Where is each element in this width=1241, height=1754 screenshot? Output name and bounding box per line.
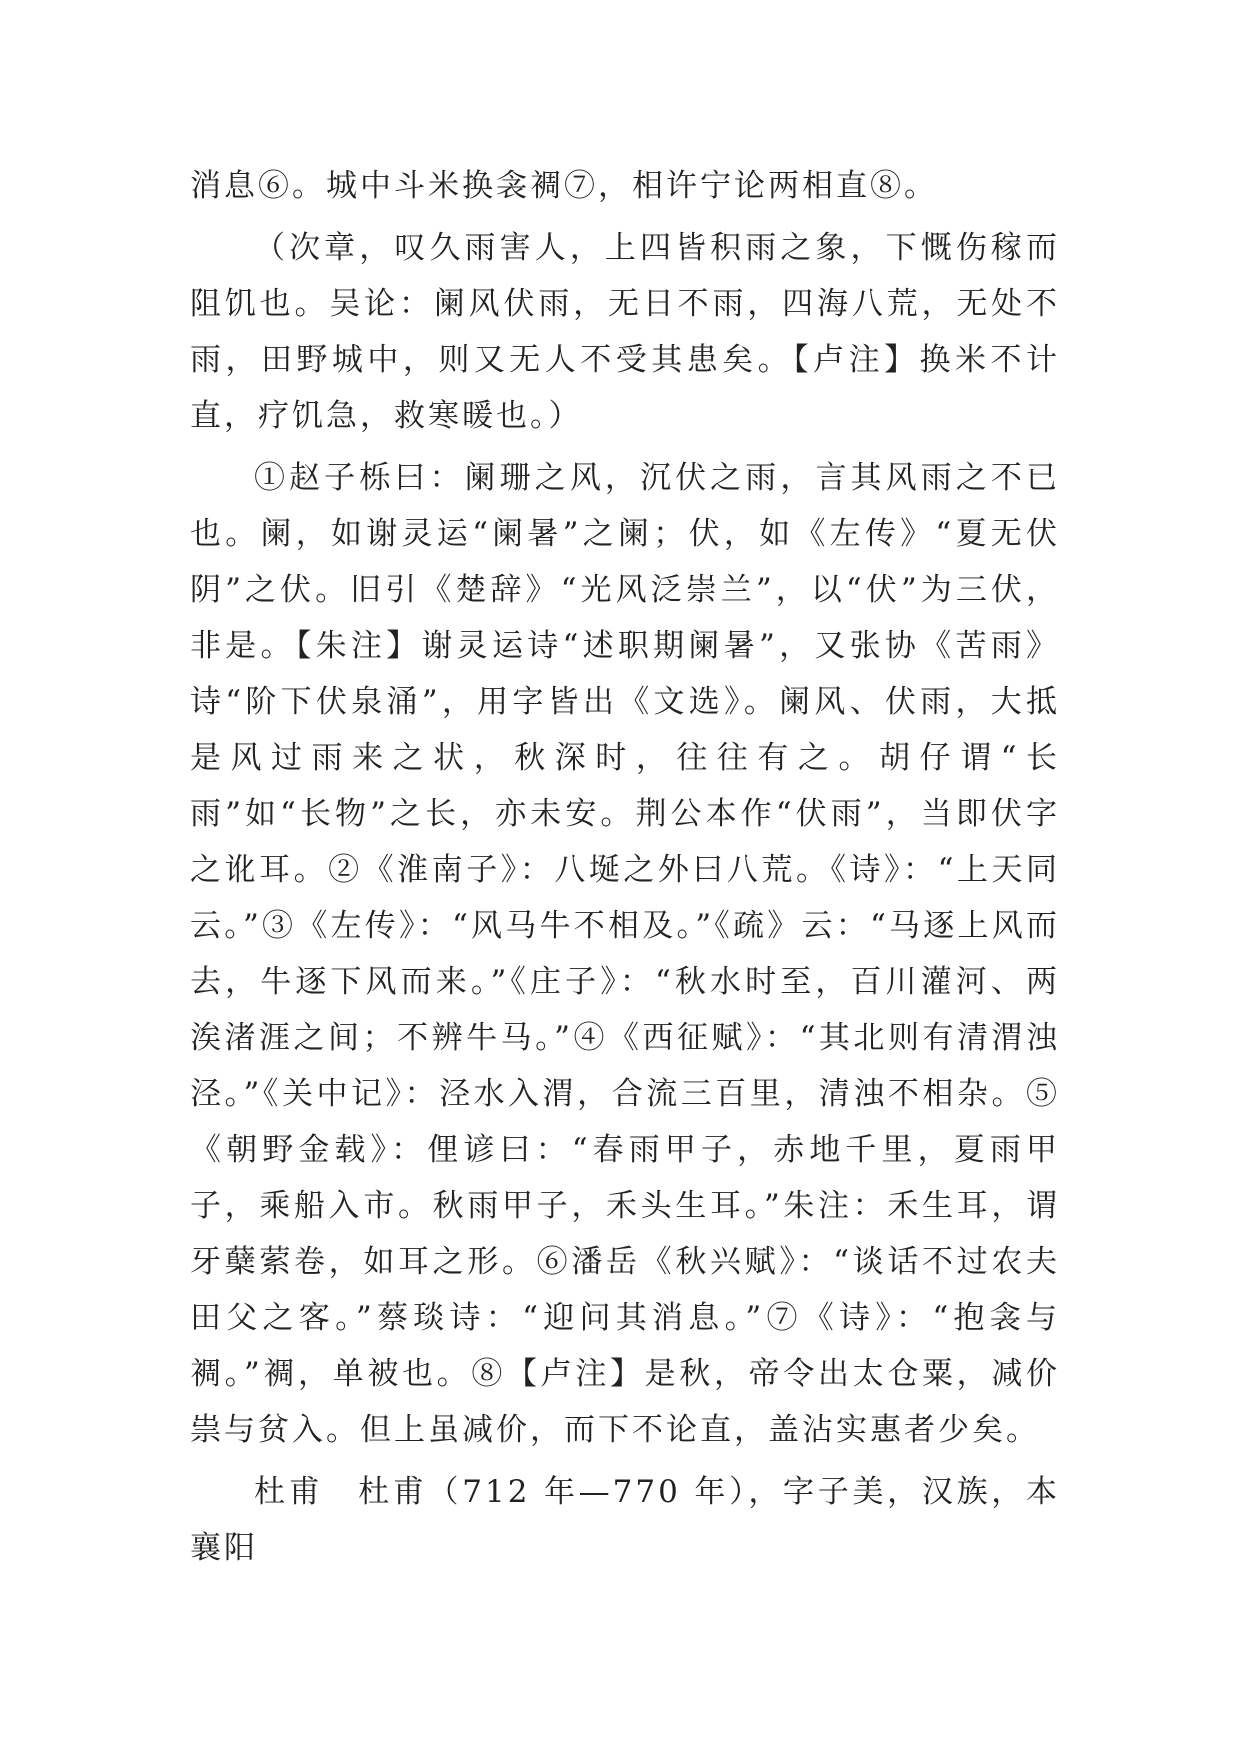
poem-line-paragraph: 消息⑥。城中斗米换衾裯⑦，相许宁论两相直⑧。 bbox=[190, 168, 938, 204]
body-text bbox=[190, 158, 1060, 1576]
annotations-paragraph: ①赵子栎曰：阑珊之风，沉伏之雨，言其风雨之不已也。阑，如谢灵运“阑暑”之阑；伏，如《左传》“夏无伏阴”之伏。旧引《楚辞》“光风泛崇兰”，以“伏”为三伏，非是。【朱注】谢灵运诗“述职期阑暑”，又张协《苦雨》诗“阶下伏泉涌”，用字皆出《文选》。阑风、伏雨，大抵是风过雨来之状，秋深时，往往有之。胡仔谓“长雨”如“长物”之长，亦未安。荆公本作“伏雨”，当即伏字之讹耳。②《淮南子》：八埏之外曰八荒。《诗》：“上天同云。”③《左传》：“风马牛不相及。”《疏》云：“马逐上风而去，牛逐下风而来。”《庄子》：“秋水时至，百川灌河、两涘渚涯之间；不辨牛马。”④《西征赋》：“其北则有清渭浊泾。”《关中记》：泾水入渭，合流三百里，清浊不相杂。⑤《朝野金载》：俚谚曰：“春雨甲子，赤地千里，夏雨甲子，乘船入市。秋雨甲子，禾头生耳。”朱注：禾生耳，谓牙蘖萦卷，如耳之形。⑥潘岳《秋兴赋》：“谈话不过农夫田父之客。”蔡琰诗：“迎问其消息。”⑦《诗》：“抱衾与裯。”裯，单被也。⑧【卢注】是秋，帝令出太仓粟，减价祟与贫入。但上虽减价，而下不论直，盖沾实惠者少矣。 bbox=[190, 460, 1060, 1448]
author-bio-paragraph: 杜甫 杜甫（712 年—770 年），字子美，汉族，本襄阳 bbox=[190, 1474, 1060, 1566]
commentary-paragraph: （次章，叹久雨害人，上四皆积雨之象，下慨伤稼而阻饥也。吴论：阑风伏雨，无日不雨，四海八荒，无处不雨，田野城中，则又无人不受其患矣。【卢注】换米不计直，疗饥急，救寒暖也。） bbox=[190, 230, 1060, 434]
